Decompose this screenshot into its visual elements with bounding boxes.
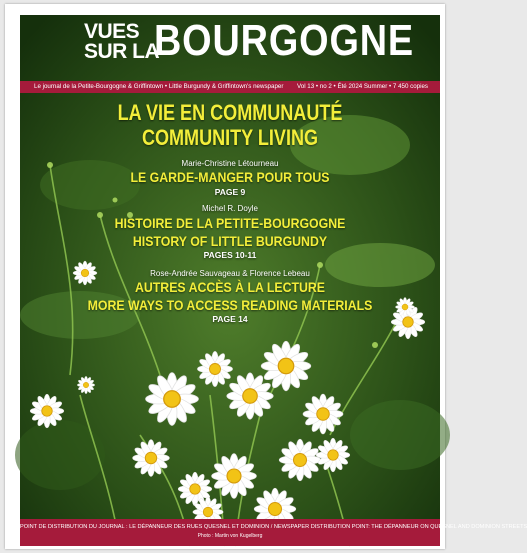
article-title-en: HISTORY OF LITTLE BURGUNDY <box>132 233 328 249</box>
article-author: Rose-Andrée Sauvageau & Florence Lebeau <box>150 269 310 278</box>
article-title: LE GARDE-MANGER POUR TOUS <box>130 169 330 185</box>
article-pages: PAGE 14 <box>212 314 248 324</box>
photo-credit: Photo : Martin von Kugelberg <box>197 533 263 539</box>
article-title: HISTOIRE DE LA PETITE-BOURGOGNE <box>114 215 346 231</box>
cover-headline-en: COMMUNITY LIVING <box>141 125 319 150</box>
distribution-point: POINT DE DISTRIBUTION DU JOURNAL : LE DÉPANNEUR DES RUES QUESNEL ET DOMINION / NEWSPAPER DISTRIBUTION POINT: THE DÉPANNEUR ON QUESNEL AND DOMINION STREETS <box>20 524 527 530</box>
masthead-vues: VUES <box>84 20 140 43</box>
article-author: Michel R. Doyle <box>201 204 258 213</box>
magazine-cover <box>20 15 527 546</box>
article-title-en: MORE WAYS TO ACCESS READING MATERIALS <box>87 297 373 313</box>
masthead-sur-la: SUR LA <box>84 40 160 63</box>
page-frame <box>5 4 527 549</box>
article-pages: PAGES 10-11 <box>203 250 257 260</box>
cover-headline-fr: LA VIE EN COMMUNAUTÉ <box>117 100 343 125</box>
masthead <box>20 15 440 81</box>
issue-info-strip <box>20 81 440 93</box>
footer-band <box>20 519 527 546</box>
article-title: AUTRES ACCÈS À LA LECTURE <box>134 279 326 295</box>
article-author: Marie-Christine Létourneau <box>181 159 279 168</box>
issue-number: Vol 13 • no 2 • Été 2024 Summer • 7 450 copies <box>296 83 428 90</box>
article-pages: PAGE 9 <box>214 187 246 197</box>
tagline: Le journal de la Petite-Bourgogne & Griffintown • Little Burgundy & Griffintown's newspaper <box>34 83 284 90</box>
masthead-title: BOURGOGNE <box>154 16 415 65</box>
